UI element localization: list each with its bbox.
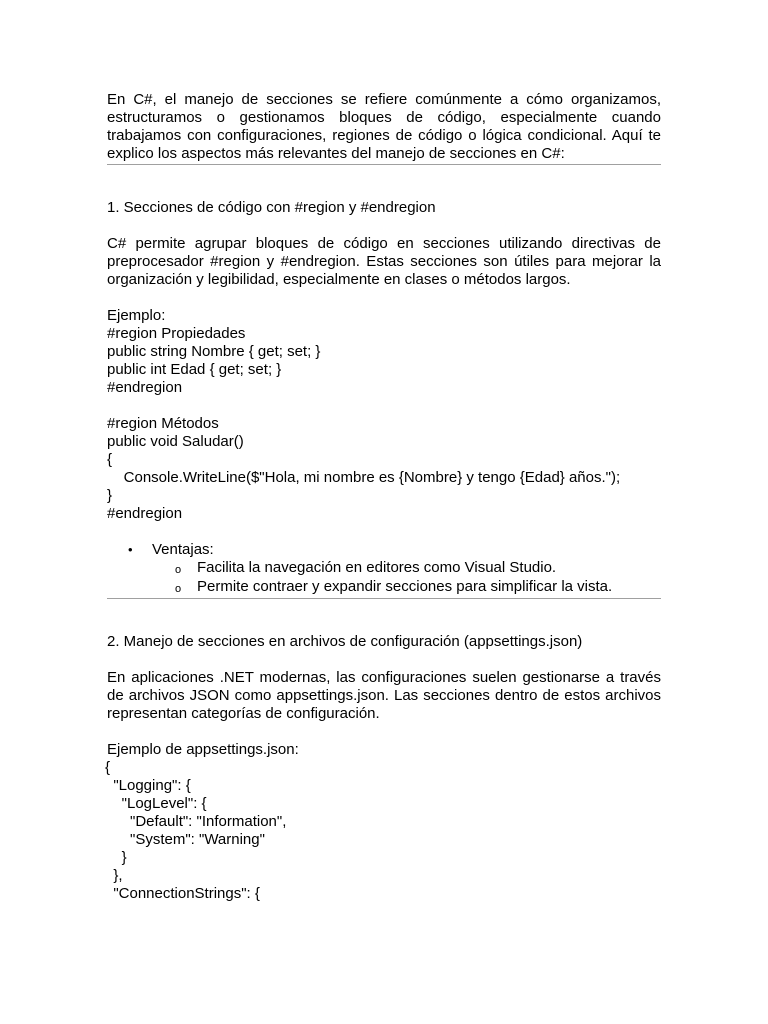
code-line: { [107,451,113,468]
code-line: #region Propiedades [107,325,246,342]
code-line: Console.WriteLine($"Hola, mi nombre es {Nombre} y tengo {Edad} años."); [107,469,621,486]
intro-paragraph: En C#, el manejo de secciones se refiere comúnmente a cómo organizamos, estructuramos o gestionamos bloques de código, especialmente cuando trabajamos con configuraciones, regiones de código o lógica condicional. Aquí te explico los aspectos más relevantes del manejo de secciones en C#: [107,91,661,162]
document-page [107,91,661,903]
code-line-blank [107,397,661,415]
code-line: } [105,849,127,866]
section-2-heading: 2. Manejo de secciones en archivos de configuración (appsettings.json) [107,633,583,650]
code-line: "ConnectionStrings": { [105,885,260,902]
code-line: "System": "Warning" [105,831,265,848]
example-label: Ejemplo: [107,307,166,324]
code-line: public int Edad { get; set; } [107,361,282,378]
code-line: #endregion [107,505,183,522]
code-line: "LogLevel": { [105,795,207,812]
example-label: Ejemplo de appsettings.json: [107,741,299,758]
list-item [107,541,661,559]
circle-bullet-icon: o [175,564,182,576]
list-item [107,559,661,578]
code-line: { [105,759,111,776]
advantages-list [107,541,661,559]
list-item [107,578,661,597]
bullet-icon: • [128,542,133,557]
code-line: public void Saludar() [107,433,244,450]
section-1-paragraph: C# permite agrupar bloques de código en secciones utilizando directivas de preprocesador #region y #endregion. Estas secciones son útiles para mejorar la organización y legibilidad, especialmente en clases o métodos largos. [107,235,661,288]
code-line: }, [105,867,123,884]
code-line: public string Nombre { get; set; } [107,343,321,360]
code-line: "Logging": { [105,777,191,794]
code-line: #region Métodos [107,415,219,432]
list-item-text: Facilita la navegación en editores como Visual Studio. [197,559,557,576]
list-item-text: Permite contraer y expandir secciones para simplificar la vista. [197,578,613,595]
code-line: "Default": "Information", [105,813,287,830]
code-block-json [105,759,661,903]
code-block-regions [107,325,661,523]
code-line: } [107,487,113,504]
advantages-sublist [107,559,661,597]
circle-bullet-icon: o [175,583,182,595]
section-1-heading: 1. Secciones de código con #region y #endregion [107,199,436,216]
section-2-paragraph: En aplicaciones .NET modernas, las configuraciones suelen gestionarse a través de archivos JSON como appsettings.json. Las secciones dentro de estos archivos representan categorías de configuración. [107,669,661,722]
list-item-label: Ventajas: [152,541,214,558]
code-line: #endregion [107,379,183,396]
